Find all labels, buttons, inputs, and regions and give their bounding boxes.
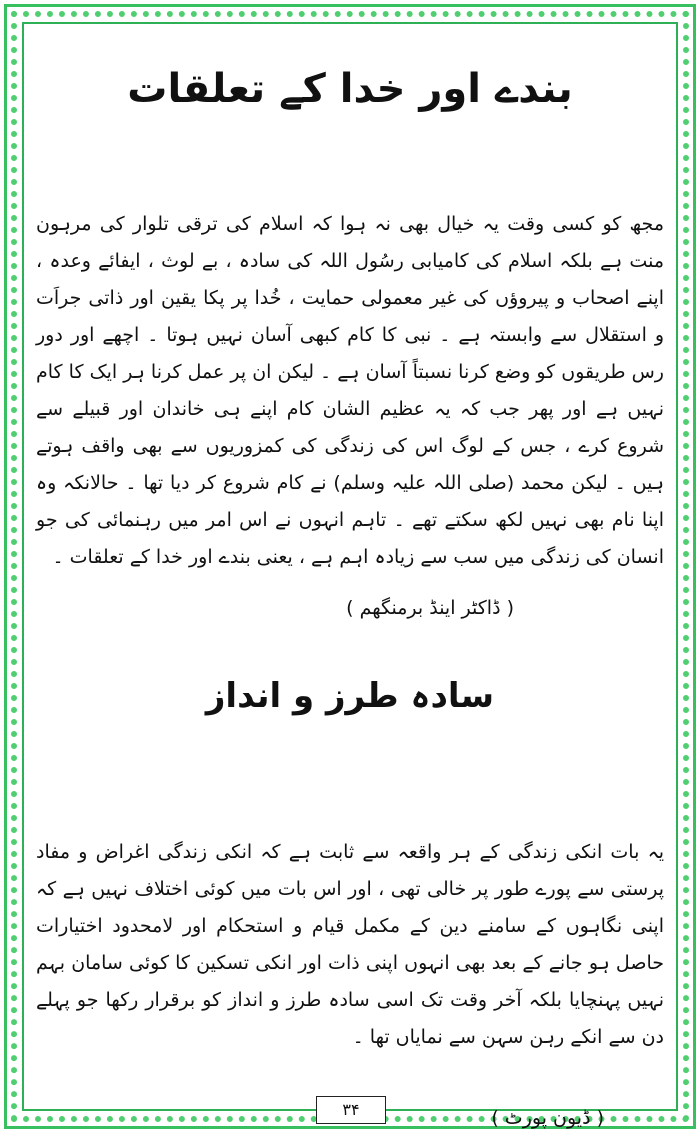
page-number: ۳۴ xyxy=(316,1096,386,1124)
paragraph-1: مجھ کو کسی وقت یہ خیال بھی نہ ہوا کہ اسلام کی ترقی تلوار کی مرہون منت ہے بلکہ اسلام کی کامیابی رسُول اللہ کی سادہ ، بے لوث ، ایفائے وعدہ ، اپنے اصحاب و پیروؤں کی غیر معمولی حمایت ، خُدا پر پکا یقین اور ذاتی جراَت و استقلال سے وابستہ ہے ۔ نبی کا کام کبھی آسان نہیں ہوتا ۔ اچھے اور دور رس طریقوں کو وضع کرنا نسبتاً آسان ہے ۔ لیکن ان پر عمل کرنا ہر ایک کا کام نہیں ہے اور پھر جب کہ یہ عظیم الشان کام اپنے ہی خاندان اور قبیلے سے شروع کرے ، جس کے لوگ اس کی زندگی کی کمزوریوں سے بھی واقف ہوتے ہیں ۔ لیکن محمد (صلی اللہ علیہ وسلم) نے کام شروع کر دیا تھا ۔ حالانکہ وہ اپنا نام بھی نہیں لکھ سکتے تھے ۔ تاہم انہوں نے اس امر میں رہنمائی کی جو انسان کی زندگی میں سب سے زیادہ اہم ہے ، یعنی بندے اور خدا کے تعلقات ۔ xyxy=(36,213,664,568)
paragraph-2: یہ بات انکی زندگی کے ہر واقعہ سے ثابت ہے کہ انکی زندگی اغراض و مفاد پرستی سے پورے طور پر خالی تھی ، اور اس بات میں کوئی اختلاف نہیں ہے کہ اپنی نگاہوں کے سامنے دین کے مکمل قیام و استحکام اور لامحدود اختیارات حاصل ہو جانے کے بعد بھی انہوں اپنی ذات اور انکی تسکین کا کوئی سامان بہم نہیں پہنچایا بلکہ آخر وقت تک اسی سادہ طرز و انداز کو برقرار رکھا جو پہلے دن سے انکے رہن سہن سے نمایاں تھا ۔ xyxy=(36,841,664,1048)
heading-2: سادہ طرز و انداز xyxy=(205,676,495,716)
attribution-1: ( ڈاکٹر اینڈ برمنگھم ) xyxy=(346,597,514,619)
heading-1: بندے اور خدا کے تعلقات xyxy=(127,66,573,112)
attribution-2: ( ڈیون پورٹ ) xyxy=(491,1107,604,1129)
